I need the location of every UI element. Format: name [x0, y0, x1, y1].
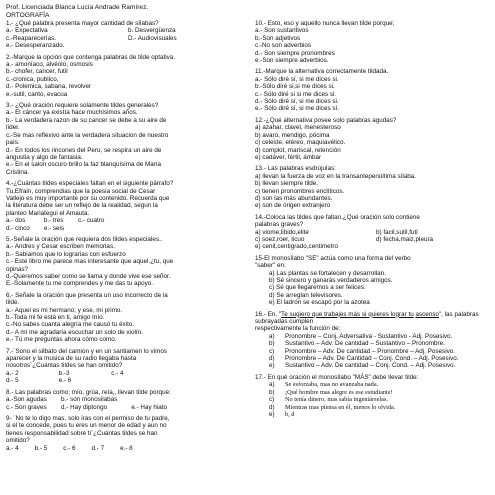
option: e.- Desesperanzado. — [6, 42, 65, 50]
question-line: E.-Solamente tu me comprendes y me das tu apoyo. — [6, 280, 154, 288]
question-line: a) llevan la fuerza de voz en la transantepenúltima sílaba. — [255, 172, 417, 180]
underlined-quote: Te sugiero que trabajes más si quieres lograr tu — [281, 310, 414, 318]
option: b) facil,sutil,futl — [376, 228, 418, 236]
question-line: d.- A mí me agradaría escuchar un solo de violín. — [6, 328, 143, 336]
question-stem: 1.- ¿Qué palabra presenta mayor cantidad de sílabas? — [6, 20, 159, 27]
option: c.-Reaparecerías. — [6, 34, 57, 42]
option: Se esforzaba, mas no avanzaba nada. — [285, 381, 379, 389]
option: b.- tres — [43, 217, 64, 225]
question-line: Tu,Efrain, comprendias que la poesia social de Cesar — [6, 187, 156, 195]
question-2 — [6, 54, 244, 98]
question-line: e.- En el salon oscuro brillo la faz blanquísima de María — [6, 161, 162, 169]
question-line: opinas? — [6, 265, 29, 273]
question-line: c.- Sólo diré si si me dices si. — [255, 90, 337, 98]
question-line: angustia y algo de fantasia. — [6, 153, 83, 161]
option: d.- Polemica, sabana, revolver — [6, 83, 92, 91]
question-line: b.-Son adjetivos — [255, 34, 301, 42]
option-letter: d) — [269, 403, 275, 411]
question-3 — [6, 102, 244, 176]
question-line: 4.-¿Cuántas tildes especiales faltan en el siguiente párrafo? — [6, 180, 174, 188]
question-line: 9- ¨No te lo digo mas, solo iras con el permiso de tu padre, — [6, 414, 170, 422]
question-line: d) son las más abundantes. — [255, 194, 333, 202]
option: c.- 4 — [111, 369, 124, 377]
question-line: c.-Se mas reflexivo ante la verdadera situacion de nuestro — [6, 131, 169, 139]
question-line: 16.- En, "Te sugiero que trabajes más si quieres lograr tu ascenso", las palabras subrayadas cumplen — [255, 310, 479, 326]
option: a.- 4 — [6, 444, 19, 452]
question-15 — [255, 255, 491, 307]
question-line: c.-No sabes cuanta alegría me causó tu éxito. — [6, 321, 135, 329]
option: d.- cinco — [6, 224, 30, 232]
question-line: d.- Sólo diré sí, si me dices si. — [255, 98, 339, 106]
option: e.- 8 — [120, 444, 133, 452]
underlined-quote: ascenso — [415, 310, 439, 318]
question-line: líder. — [6, 124, 20, 132]
question-line: b) avaro, mendigo, pócima — [255, 131, 330, 139]
question-line: tienes responsabilidad sobre ti¨¿Cuántas tildes se han — [6, 429, 158, 437]
question-line: a.- Sólo diré sí, si me dices si. — [255, 75, 339, 83]
left-column — [6, 20, 244, 456]
question-line: aparecer y la musica de su radio llegaba hasta — [6, 355, 137, 363]
question-line: d.- En todos los rincones del Peru, se respira un aire de — [6, 146, 162, 154]
option: d) fecha,maiz,pleura — [376, 235, 434, 243]
option: a.- dos — [6, 217, 26, 225]
question-line: e.- Tú me preguntas ahora cómo como. — [6, 336, 117, 344]
question-line: "saber" en: — [255, 262, 286, 270]
question-line: b.-Toda mi fe está en ti, amigo mío. — [6, 314, 105, 322]
question-line: c.- Este libro me parece mas interesante que aquel.¿tu, que — [6, 258, 174, 266]
question-line: a.- Andres y Cesar escriben memorias. — [6, 243, 115, 251]
option: Pronombre – Adv. De Cantidad – Conj. Cond. – Adj. Posesivo. — [285, 355, 459, 363]
question-5 — [6, 236, 244, 288]
header — [6, 4, 148, 20]
question-line: 15-El monosílabo "SE" actúa como una forma del verbo — [255, 254, 411, 262]
question-17 — [255, 374, 491, 418]
option: Mientras mas piensa en él, menos lo olvida. — [285, 403, 396, 411]
question-line: a.- Aquel es mi hermano; y ese, mi primo. — [6, 306, 123, 314]
option: d.- Hay diptongo — [60, 403, 108, 411]
question-line: país. — [6, 139, 20, 147]
option: b.- chofer, cancer, futil — [6, 68, 68, 76]
question-line: 8.- Las palabras como; mío, grúa, reía,, llevan tilde porque: — [6, 388, 171, 396]
question-line: 3.- ¿Qué oración requiere solamente tildes generales? — [6, 102, 159, 110]
question-line: planteo Mariategui el Amauta. — [6, 209, 90, 217]
option: No tenía dinero, mas sabía ingeniárselas. — [285, 396, 388, 404]
option: a) Las plantas se fortalecen y desarrollan. — [269, 269, 386, 277]
option: b, d — [285, 410, 295, 418]
option-letter: e) — [269, 362, 275, 370]
option: e.- seis — [43, 224, 65, 232]
question-14 — [255, 214, 491, 251]
teacher-name: Prof. Licenciada Blanca Lucía Andrade Ramírez. — [6, 4, 149, 11]
question-10 — [255, 20, 491, 64]
question-line: 7.-¨Sono el silbato del camion y en un santiamen lo vimos — [6, 347, 168, 355]
option: e) cenit,centigrado,centimetro — [255, 243, 338, 251]
question-line: d.- Son siempre pronombres — [255, 49, 335, 57]
question-line: c) celeste, etéreo, maquiavélico. — [255, 139, 346, 147]
option-letter: a) — [269, 381, 275, 389]
option: Sustantivo – Adv. De cantidad – Sustantivo – Pronombre. — [285, 340, 445, 348]
option-letter: c) — [269, 347, 275, 355]
question-line: b.- Sabiamos que lo lograrias con esfuerzo — [6, 250, 126, 258]
option-letter: b) — [269, 388, 275, 396]
question-line: c.-No son adverbios — [255, 42, 311, 50]
question-4 — [6, 180, 244, 232]
question-line: a.- El cáncer ya existía hace muchísimos años. — [6, 109, 138, 117]
question-line: e) son de origen extranjero — [255, 202, 331, 210]
question-line: b.-Sólo diré si,si me dices si. — [255, 83, 335, 91]
option-letter: c) — [269, 396, 275, 404]
question-line: si el te concede, pues tu eres un menor de edad y aun no — [6, 422, 167, 430]
question-line: 12.-¿Qué alternativa posee solo palabras agudas? — [255, 116, 397, 124]
question-line: 13.- Las palabras esdrújulas: — [255, 165, 336, 173]
question-line: a.- Son sustantivos — [255, 27, 309, 35]
option: c.-cronica, publico, — [6, 75, 59, 83]
question-line: 6.- Señale la oración que presenta un uso incorrecto de la — [6, 291, 168, 299]
question-line: e) cadáver, fértil, ámbar — [255, 153, 322, 161]
option: c.- cuatro — [78, 217, 105, 225]
question-line: 5.-Señale la oración que requiera dos tildes especiales.. — [6, 235, 163, 243]
question-line: d) complot, mariscal, retención — [255, 146, 341, 154]
question-6 — [6, 292, 244, 344]
question-line: 11.-Marque la alternativa correctamente tildada. — [255, 68, 389, 76]
question-line: tilde. — [6, 299, 20, 307]
question-line: b) llevan siempre tilde. — [255, 180, 318, 188]
question-13 — [255, 165, 491, 209]
question-9 — [6, 415, 244, 452]
option-letter: e) — [269, 410, 275, 418]
right-column — [255, 20, 491, 422]
option: b.-3 — [58, 369, 70, 377]
option: D.- Audiovisuales — [128, 34, 177, 42]
option: Pronombre – Adv. De cantidad – Pronombre – Adj. Posesivo. — [285, 347, 455, 355]
option: e.- 6 — [58, 377, 72, 385]
question-line: 10.- Esto, eso y aquello nunca llevan tilde porque; — [255, 20, 395, 27]
option: c.- 6 — [63, 444, 76, 452]
question-1 — [6, 20, 244, 50]
question-stem: 2.-Marque la opción que contenga palabras de tilde optativa. — [6, 53, 176, 61]
question-line: palabras graves? — [255, 221, 304, 229]
option: a.- 2 — [6, 369, 19, 377]
question-line: omitido? — [6, 437, 30, 445]
option: Pronombre – Conj. Adversativa - Sustantivo - Adj. Posesivo. — [285, 332, 453, 340]
option: e.-sutil, canto, evacua — [6, 90, 68, 98]
question-line: b.- La verdadera razon de su cancer se debe a su aire de — [6, 116, 167, 124]
option-letter: d) — [269, 355, 275, 363]
question-line: d.-Queremos saber como se llama y donde vive ese señor. — [6, 273, 171, 280]
question-line: e.- Sólo diré sí, si me dices sí. — [255, 105, 339, 113]
option: ¡Qué hombre mas alegre es ese estudiante! — [285, 388, 393, 396]
option: a.- amoníaco, alvéolo, osmosis — [6, 61, 93, 69]
question-8 — [6, 389, 244, 411]
option: c) Sé que llegaremos a ser felices. — [269, 284, 366, 292]
question-7 — [6, 348, 244, 385]
question-line: nosotros¨¿Cuántas tildes se han omitido? — [6, 362, 123, 370]
option: c.- Son graves — [6, 403, 47, 411]
question-16 — [255, 311, 491, 370]
option: d.- 5 — [6, 377, 19, 385]
option: a) viome,libido,elite — [255, 228, 309, 236]
question-stem: 17.- En qué oración el monosílabo "MÁS" debe llevar tilde: — [255, 373, 419, 381]
subject-title: ORTOGRAFÍA — [6, 12, 50, 19]
option: b.- son monosilabas — [60, 396, 118, 404]
option: c) soez,roer, licuo — [255, 235, 305, 243]
option: d) Se arreglan televisores. — [269, 291, 343, 299]
question-line: respectivamente la función de: — [255, 325, 341, 333]
option: e) El ladrón se escapó por la azotea — [269, 299, 370, 307]
option-letter: b) — [269, 340, 275, 348]
option: d.- 7 — [91, 444, 105, 452]
option: b) Sé sincero y ganarás verdaderos amigos. — [269, 277, 393, 284]
question-11 — [255, 68, 491, 112]
option-letter: a) — [269, 332, 275, 340]
question-line: Vallejo es muy importante por su contenido. Recuerda que — [6, 194, 170, 202]
question-line: la literatura debe ser un reflejo de la realidad, segun la — [6, 202, 158, 210]
question-12 — [255, 117, 491, 161]
option: a.-Son agudas — [6, 396, 47, 404]
option: e.- Hay hiato — [131, 403, 168, 411]
option: Sustantivo – Adv. De cantidad – Conj. Cond. – Adj. Posesivo. — [285, 362, 456, 370]
question-line: 14.-Coloca las tildes que faltan.¿Qué oración solo contiene — [255, 213, 420, 221]
question-line: c) tienen pronombres enclíticos. — [255, 187, 345, 195]
question-line: e.-Son siempre adverbios. — [255, 57, 329, 65]
option: b.- 5 — [34, 444, 48, 452]
question-line: a) azahar, clavel, menesteroso — [255, 124, 341, 132]
option: b. Desvergüenza — [128, 27, 176, 35]
question-line: Cristina. — [6, 168, 30, 176]
option: a.- Expectativa — [6, 27, 48, 35]
